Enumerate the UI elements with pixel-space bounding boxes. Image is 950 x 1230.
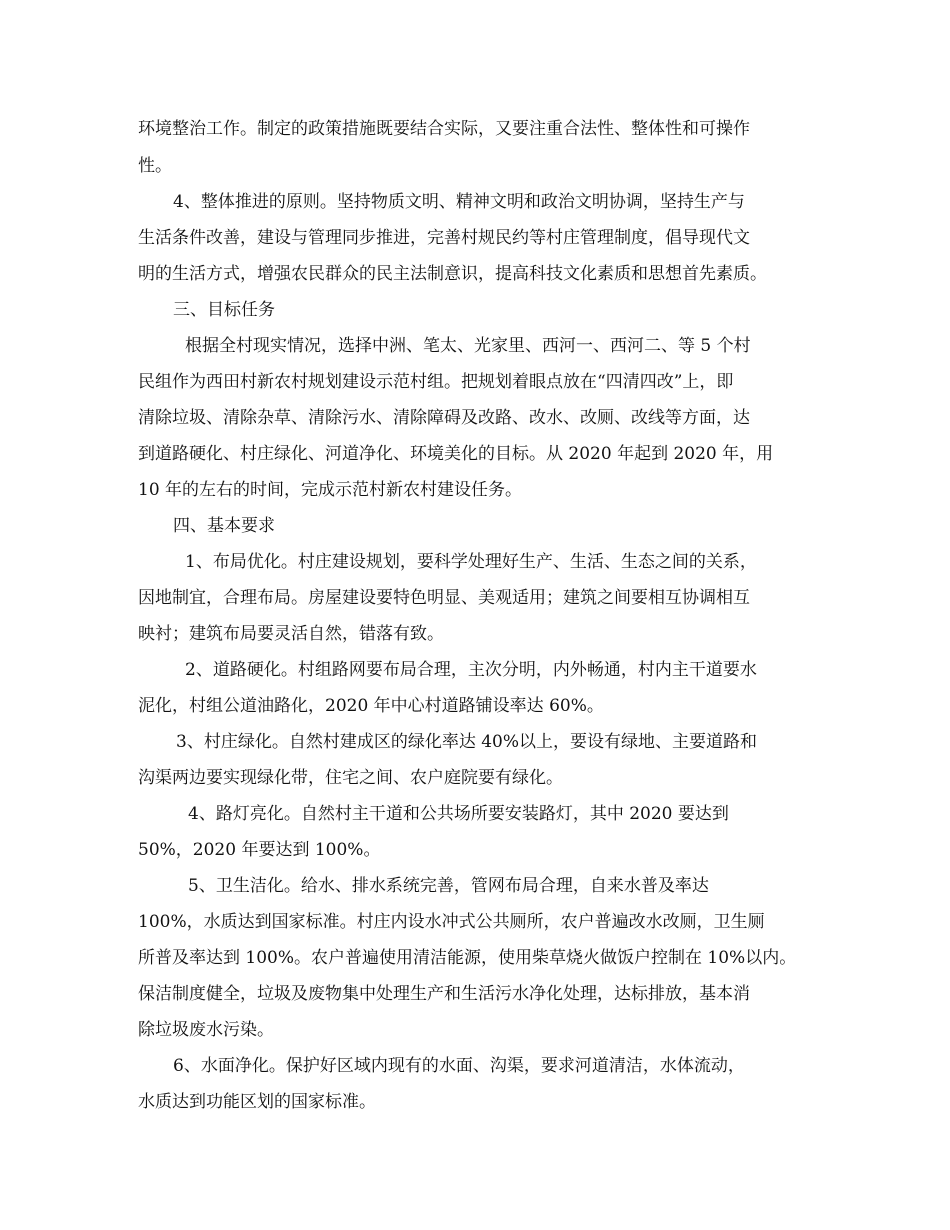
text-line: 6、水面净化。保护好区域内现有的水面、沟渠，要求河道清洁，水体流动， <box>173 1056 745 1076</box>
text-line: 100%，水质达到国家标准。村庄内设水冲式公共厕所，农户普遍改水改厕，卫生厕 <box>138 912 765 932</box>
text-line: 10 年的左右的时间，完成示范村新农村建设任务。 <box>138 480 523 500</box>
text-line: 4、整体推进的原则。坚持物质文明、精神文明和政治文明协调，坚持生产与 <box>173 192 745 212</box>
text-line: 2、道路硬化。村组路网要布局合理，主次分明，内外畅通，村内主干道要水 <box>185 660 757 680</box>
text-line: 保洁制度健全，垃圾及废物集中处理生产和生活污水净化处理，达标排放，基本消 <box>138 984 750 1004</box>
text-line: 沟渠两边要实现绿化带，住宅之间、农户庭院要有绿化。 <box>138 768 563 788</box>
text-line: 50%，2020 年要达到 100%。 <box>138 840 381 860</box>
text-line: 泥化，村组公道油路化，2020 年中心村道路铺设率达 60%。 <box>138 696 604 716</box>
text-line: 民组作为西田村新农村规划建设示范村组。把规划着眼点放在“四清四改”上，即 <box>138 372 734 392</box>
text-line: 1、布局优化。村庄建设规划，要科学处理好生产、生活、生态之间的关系， <box>185 552 757 572</box>
text-line: 除垃圾废水污染。 <box>138 1020 274 1040</box>
text-line: 5、卫生洁化。给水、排水系统完善，管网布局合理，自来水普及率达 <box>188 876 709 896</box>
text-line: 映衬；建筑布局要灵活自然，错落有致。 <box>138 624 444 644</box>
section-heading: 四、基本要求 <box>173 516 275 536</box>
text-line: 根据全村现实情况，选择中洲、笔太、光家里、西河一、西河二、等 5 个村 <box>185 336 751 356</box>
text-line: 生活条件改善，建设与管理同步推进，完善村规民约等村庄管理制度，倡导现代文 <box>138 228 750 248</box>
text-line: 4、路灯亮化。自然村主干道和公共场所要安装路灯，其中 2020 要达到 <box>188 804 729 824</box>
text-line: 环境整治工作。制定的政策措施既要结合实际，又要注重合法性、整体性和可操作 <box>138 119 750 139</box>
text-line: 明的生活方式，增强农民群众的民主法制意识，提高科技文化素质和思想首先素质。 <box>138 264 767 284</box>
text-line: 3、村庄绿化。自然村建成区的绿化率达 40%以上，要设有绿地、主要道路和 <box>176 732 758 752</box>
text-line: 性。 <box>138 156 172 176</box>
text-line: 所普及率达到 100%。农户普遍使用清洁能源，使用柴草烧火做饭户控制在 10%以内。 <box>138 948 797 968</box>
text-line: 清除垃圾、清除杂草、清除污水、清除障碍及改路、改水、改厕、改线等方面，达 <box>138 408 750 428</box>
text-line: 到道路硬化、村庄绿化、河道净化、环境美化的目标。从 2020 年起到 2020 年，用 <box>138 444 774 464</box>
text-line: 水质达到功能区划的国家标准。 <box>138 1092 376 1112</box>
section-heading: 三、目标任务 <box>173 300 275 320</box>
text-line: 因地制宜，合理布局。房屋建设要特色明显、美观适用；建筑之间要相互协调相互 <box>138 588 750 608</box>
